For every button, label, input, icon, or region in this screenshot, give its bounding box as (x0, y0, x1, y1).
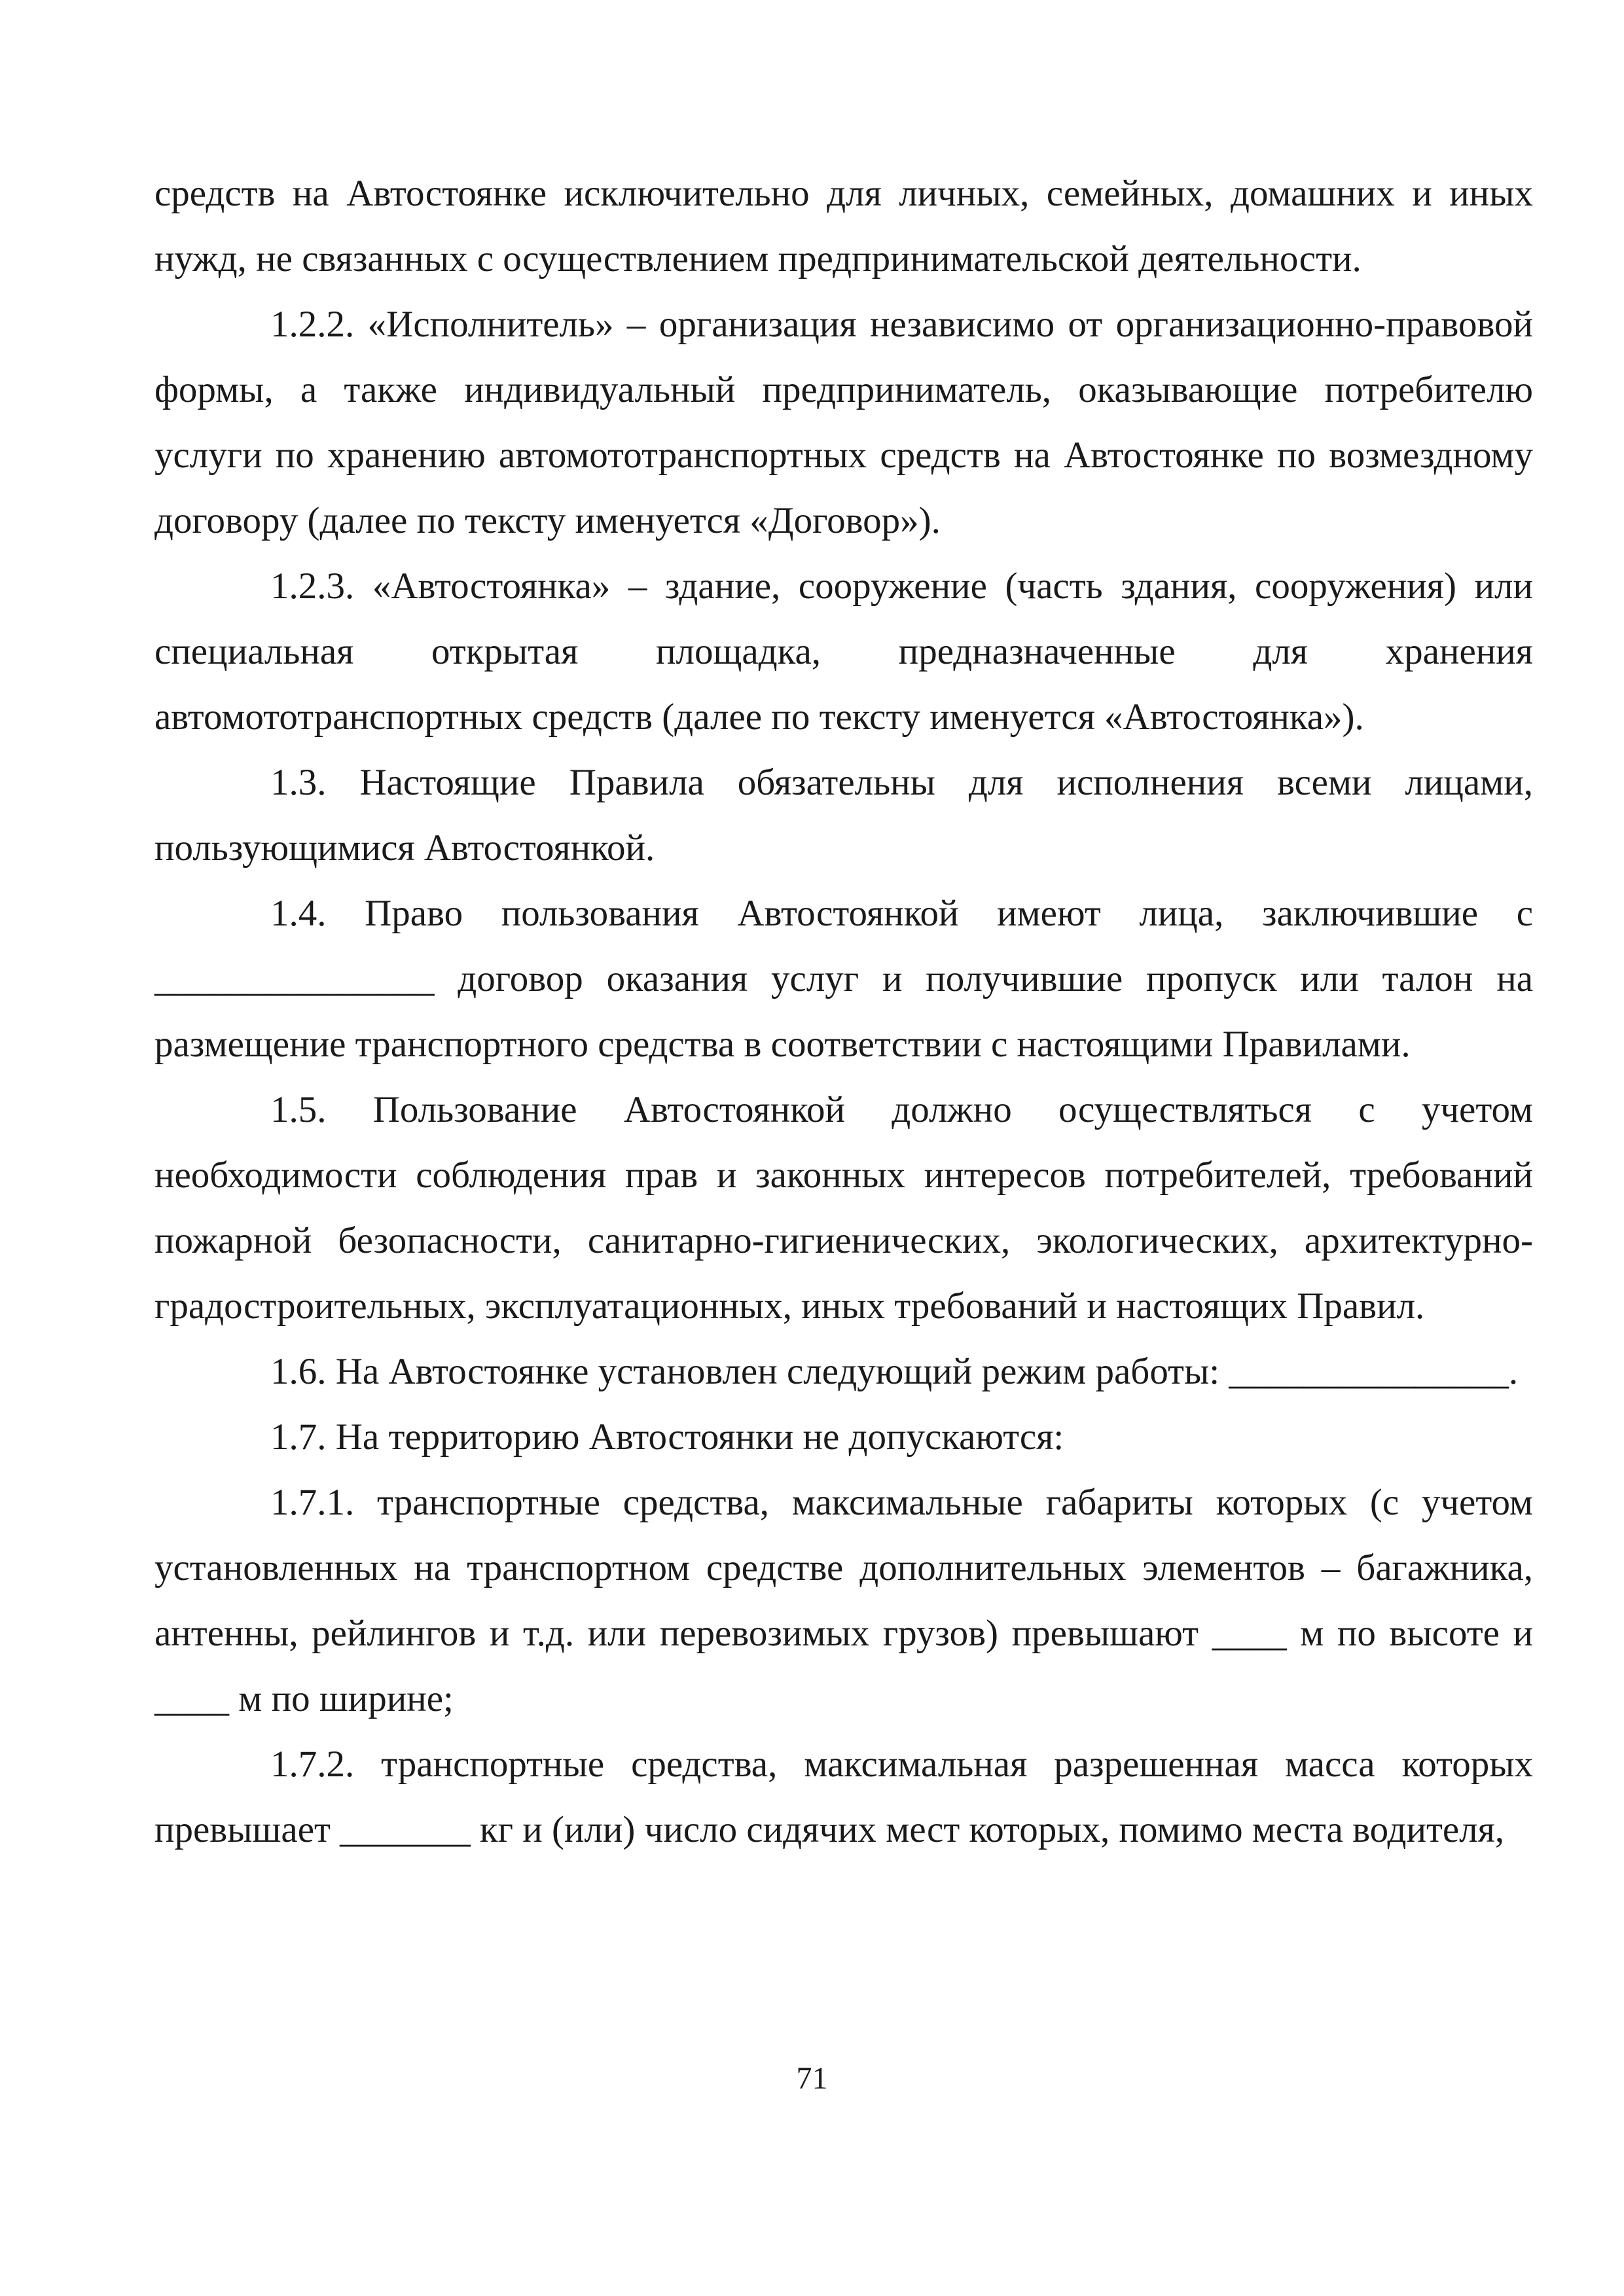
paragraph-1-6: 1.6. На Автостоянке установлен следующий режим работы: _______________. (270, 1351, 1519, 1392)
document-body (154, 161, 1533, 1863)
paragraph-1-7-2: 1.7.2. транспортные средства, максимальная разрешенная масса которых превышает _______ кг и (или) число сидячих мест которых, помимо места водителя, (154, 1744, 1533, 1850)
paragraph-1-2-1-continuation: средств на Автостоянке исключительно для личных, семейных, домашних и иных нужд, не связанных с осуществлением предпринимательской деятельности. (154, 173, 1533, 279)
page-number: 71 (796, 2061, 828, 2096)
paragraph-1-2-2: 1.2.2. «Исполнитель» – организация независимо от организационно-правовой формы, а также индивидуальный предприниматель, оказывающие потребителю услуги по хранению автомототранспортных средств на Автостоянке по возмездному договору (далее по тексту именуется «Договор»). (154, 304, 1533, 541)
paragraph-1-7-1: 1.7.1. транспортные средства, максимальные габариты которых (с учетом установленных на транспортном средстве дополнительных элементов – багажника, антенны, рейлингов и т.д. или перевозимых грузов) превышают ____ м по высоте и ____ м по ширине; (154, 1482, 1533, 1719)
paragraph-1-7: 1.7. На территорию Автостоянки не допускаются: (270, 1416, 1064, 1458)
paragraph-1-5: 1.5. Пользование Автостоянкой должно осуществляться с учетом необходимости соблюдения прав и законных интересов потребителей, требований пожарной безопасности, санитарно-гигиенических, экологических, архитектурно-градостроительных, эксплуатационных, иных требований и настоящих Правил. (154, 1089, 1533, 1327)
paragraph-1-4: 1.4. Право пользования Автостоянкой имеют лица, заключившие с _______________ договор оказания услуг и получившие пропуск или талон на размещение транспортного средства в соответствии с настоящими Правилами. (154, 893, 1533, 1065)
paragraph-1-2-3: 1.2.3. «Автостоянка» – здание, сооружение (часть здания, сооружения) или специальная открытая площадка, предназначенные для хранения автомототранспортных средств (далее по тексту именуется «Автостоянка»). (154, 565, 1533, 738)
paragraph-1-3: 1.3. Настоящие Правила обязательны для исполнения всеми лицами, пользующимися Автостоянкой. (154, 762, 1533, 869)
